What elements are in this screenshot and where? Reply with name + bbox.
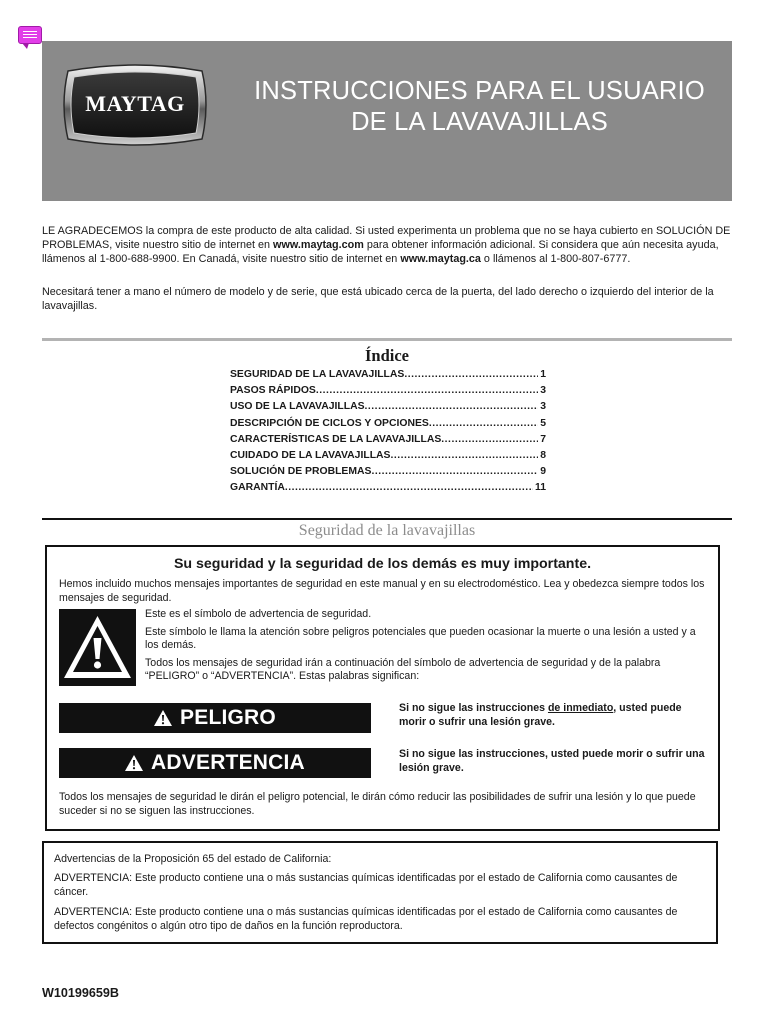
toc-page-number: 3 — [540, 401, 546, 413]
maytag-logo — [60, 61, 210, 149]
symbol-description — [145, 608, 705, 688]
model-serial-text: Necesitará tener a mano el número de modelo y de serie, que está ubicado cerca de la puerta, del lado derecho o izquierdo del interior de la lavavajillas. — [42, 286, 714, 312]
toc-page-number: 7 — [540, 433, 546, 445]
comment-icon[interactable] — [18, 26, 42, 44]
toc-row[interactable] — [230, 418, 546, 434]
intro-text-b: para obtener información adicional. Si considera que aún necesita ayuda, llámenos al 1-800-688-9900. En Canadá, visite nuestro sitio de internet en — [42, 238, 719, 265]
toc-label: SOLUCIÓN DE PROBLEMAS — [230, 466, 372, 478]
model-serial-paragraph — [42, 286, 732, 314]
toc-row[interactable] — [230, 482, 546, 498]
prop65-warning-2: ADVERTENCIA: Este producto contiene una o más sustancias químicas identificadas por el estado de California como causantes de defectos congénitos o algún otro tipo de daños en la función reproductora. — [54, 906, 678, 932]
toc-row[interactable] — [230, 385, 546, 401]
divider — [42, 338, 732, 341]
danger-label: PELIGRO — [180, 706, 276, 729]
danger-desc-underlined: de inmediato — [547, 702, 614, 714]
warning-signal-bar — [59, 748, 371, 778]
intro-text-c: o llámenos al 1-800-807-6777. — [480, 252, 631, 265]
safety-intro-text: Hemos incluido muchos mensajes importantes de seguridad en este manual y en su electrodoméstico. Lea y obedezca siempre todos los mensajes de seguridad. — [59, 578, 705, 604]
warning-triangle-icon — [125, 755, 143, 771]
toc-row[interactable] — [230, 369, 546, 385]
warning-description: Si no sigue las instrucciones, usted puede morir o sufrir una lesión grave. — [399, 748, 705, 774]
toc-leader-dots — [316, 385, 538, 396]
prop65-heading: Advertencias de la Proposición 65 del estado de California: — [54, 853, 332, 865]
toc-row[interactable] — [230, 450, 546, 466]
safety-title: Su seguridad y la seguridad de los demás es muy importante. — [173, 556, 592, 572]
warning-triangle-icon — [154, 710, 172, 726]
prop65-box — [42, 841, 718, 944]
maytag-com-link[interactable]: www.maytag.com — [273, 238, 364, 251]
document-title-line-2: DE LA LAVAVAJILLAS — [351, 108, 608, 136]
toc-leader-dots — [390, 450, 538, 461]
danger-description — [399, 702, 709, 730]
divider — [42, 518, 732, 520]
danger-desc-b: , usted puede morir o sufrir una lesión grave. — [399, 702, 682, 728]
toc-page-number: 5 — [540, 417, 546, 429]
prop65-warning-1: ADVERTENCIA: Este producto contiene una o más sustancias químicas identificadas por el estado de California como causantes de cáncer. — [54, 872, 678, 898]
safety-intro — [59, 578, 709, 605]
symbol-desc-3: Todos los mensajes de seguridad irán a continuación del símbolo de advertencia de seguridad y de la palabra “PELIGRO” o “ADVERTENCIA”. Estas palabras significan: — [145, 656, 661, 683]
toc-page-number: 1 — [540, 369, 546, 380]
intro-paragraph — [42, 225, 732, 266]
header-band — [42, 41, 732, 201]
toc-label: CARACTERÍSTICAS DE LA LAVAVAJILLAS — [230, 433, 442, 445]
warning-triangle-icon — [59, 609, 136, 686]
toc-page-number: 8 — [540, 449, 546, 461]
toc-label: PASOS RÁPIDOS — [230, 385, 316, 397]
toc-label: USO DE LA LAVAVAJILLAS — [230, 401, 365, 413]
toc-label: DESCRIPCIÓN DE CICLOS Y OPCIONES — [230, 417, 429, 429]
symbol-desc-1: Este es el símbolo de advertencia de seguridad. — [145, 608, 372, 620]
toc-label: GARANTÍA — [230, 482, 285, 494]
toc-label: CUIDADO DE LA LAVAVAJILLAS — [230, 449, 391, 461]
maytag-ca-link[interactable]: www.maytag.ca — [400, 252, 481, 265]
toc-label: SEGURIDAD DE LA LAVAVAJILLAS — [230, 369, 405, 380]
toc-heading: Índice — [364, 346, 409, 365]
toc-leader-dots — [371, 466, 538, 477]
safety-box — [45, 545, 720, 831]
danger-signal-bar — [59, 703, 371, 733]
toc-leader-dots — [429, 418, 538, 429]
symbol-desc-2: Este símbolo le llama la atención sobre peligros potenciales que pueden ocasionar la muerte o una lesión a usted y a los demás. — [145, 625, 696, 652]
toc-leader-dots — [441, 434, 538, 445]
safety-footer-text: Todos los mensajes de seguridad le dirán el peligro potencial, le dirán cómo reducir las posibilidades de sufrir una lesión y lo que puede suceder si no se siguen las instrucciones. — [59, 791, 696, 817]
document-title — [242, 76, 717, 138]
table-of-contents — [230, 369, 546, 499]
part-number: W10199659B — [42, 986, 120, 1000]
toc-leader-dots — [404, 369, 538, 380]
toc-leader-dots — [285, 482, 533, 493]
toc-page-number: 3 — [540, 385, 546, 397]
toc-row[interactable] — [230, 401, 546, 417]
safety-footer — [59, 791, 714, 818]
toc-row[interactable] — [230, 466, 546, 482]
toc-page-number: 11 — [535, 482, 546, 494]
intro-text-a: LE AGRADECEMOS la compra de este producto de alta calidad. Si usted experimenta un problema que no se haya cubierto en SOLUCIÓN DE PROBLEMAS, visite nuestro sitio de internet en — [42, 225, 731, 251]
document-title-line-1: INSTRUCCIONES PARA EL USUARIO — [254, 77, 705, 105]
toc-page-number: 9 — [540, 466, 546, 478]
danger-desc-a: Si no sigue las instrucciones — [399, 702, 548, 714]
toc-leader-dots — [365, 401, 539, 412]
section-heading: Seguridad de la lavavajillas — [298, 522, 476, 539]
svg-text:MAYTAG: MAYTAG — [85, 91, 185, 116]
warning-label: ADVERTENCIA — [151, 751, 305, 774]
toc-row[interactable] — [230, 434, 546, 450]
